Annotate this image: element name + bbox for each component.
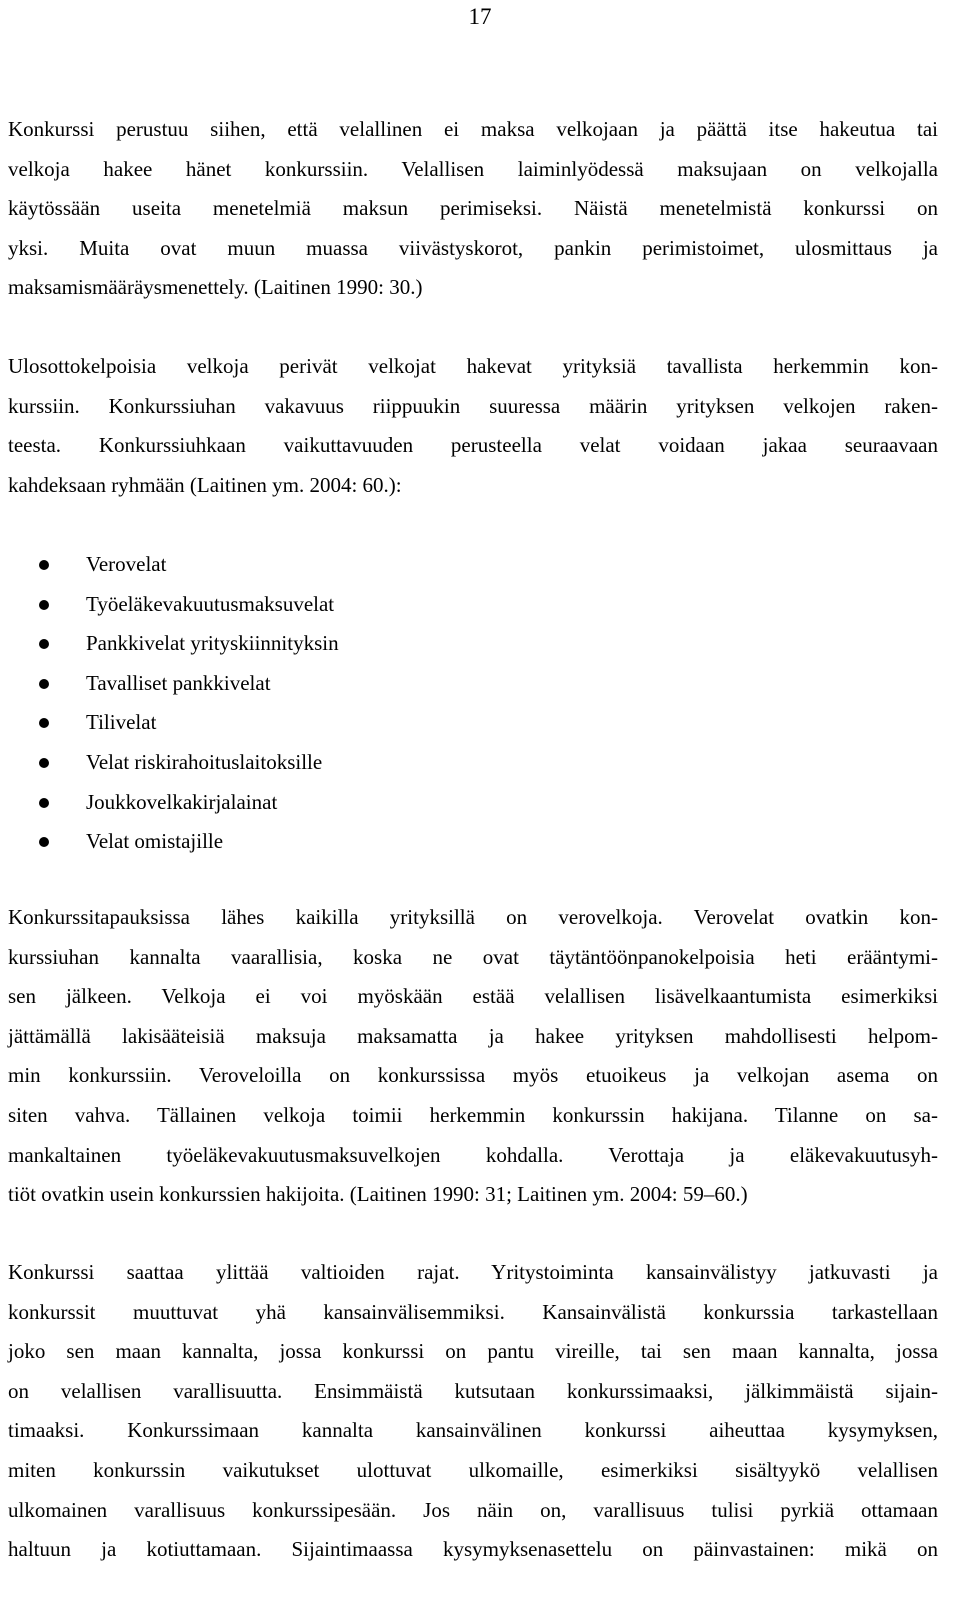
text-line: min konkurssiin. Veroveloilla on konkurssissa myös etuoikeus ja velkojan asema on — [8, 1063, 938, 1088]
text-line: haltuun ja kotiuttamaan. Sijaintimaassa kysymyksenasettelu on päinvastainen: mikä on — [8, 1537, 938, 1562]
text-line: kurssiuhan kannalta vaarallisia, koska ne ovat täytäntöönpanokelpoisia heti erääntymi- — [8, 944, 938, 969]
text-line: on velallisen varallisuutta. Ensimmäistä kutsutaan konkurssimaaksi, jälkimmäistä sijain- — [8, 1378, 938, 1403]
bullet-icon — [39, 679, 49, 689]
text-line: timaaksi. Konkurssimaan kannalta kansainvälinen konkurssi aiheuttaa kysymyksen, — [8, 1418, 938, 1443]
text-line: Ulosottokelpoisia velkoja perivät velkojat hakevat yrityksiä tavallista herkemmin kon- — [8, 354, 938, 378]
list-item — [8, 783, 938, 823]
text-line: Konkurssi saattaa ylittää valtioiden rajat. Yritystoiminta kansainvälistyy jatkuvasti ja — [8, 1260, 938, 1284]
list-item-label: Verovelat — [86, 552, 167, 576]
text-line: teesta. Konkurssiuhkaan vaikuttavuuden perusteella velat voidaan jakaa seuraavaan — [8, 433, 938, 458]
list-item — [8, 822, 938, 862]
list-item — [8, 624, 938, 664]
paragraph-debt-groups-intro — [8, 347, 938, 505]
list-item — [8, 585, 938, 625]
list-item — [8, 545, 938, 585]
paragraph-international-bankruptcy — [8, 1253, 938, 1570]
list-item-label: Tavalliset pankkivelat — [86, 670, 271, 695]
text-line: Konkurssitapauksissa lähes kaikilla yrityksillä on verovelkoja. Verovelat ovatkin kon- — [8, 905, 938, 929]
text-line: ulkomainen varallisuus konkurssipesään. Jos näin on, varallisuus tulisi pyrkiä ottamaan — [8, 1497, 938, 1522]
text-line: mankaltainen työeläkevakuutusmaksuvelkojen kohdalla. Verottaja ja eläkevakuutusyh- — [8, 1142, 938, 1167]
text-line: käytössään useita menetelmiä maksun perimiseksi. Näistä menetelmistä konkurssi on — [8, 196, 938, 221]
text-line: jättämällä lakisääteisiä maksuja maksamatta ja hakee yrityksen mahdollisesti helpom- — [8, 1023, 938, 1048]
text-line: velkoja hakee hänet konkurssiin. Velallisen laiminlyödessä maksujaan on velkojalla — [8, 156, 938, 181]
list-item — [8, 703, 938, 743]
text-line: yksi. Muita ovat muun muassa viivästyskorot, pankin perimistoimet, ulosmittaus ja — [8, 235, 938, 260]
bullet-icon — [39, 639, 49, 649]
list-item-label: Työeläkevakuutusmaksuvelat — [86, 591, 335, 616]
text-line: miten konkurssin vaikutukset ulottuvat ulkomaille, esimerkiksi sisältyykö velallisen — [8, 1457, 938, 1482]
text-line: sen jälkeen. Velkoja ei voi myöskään estää velallisen lisävelkaantumista esimerkiksi — [8, 984, 938, 1009]
bullet-icon — [39, 600, 49, 610]
text-line: kurssiin. Konkurssiuhan vakavuus riippuukin suuressa määrin yrityksen velkojen raken- — [8, 393, 938, 418]
text-line: maksamismääräysmenettely. (Laitinen 1990: 30.) — [8, 275, 423, 300]
bullet-icon — [39, 758, 49, 768]
list-item — [8, 743, 938, 783]
list-item-label: Tilivelat — [86, 710, 157, 735]
bullet-icon — [39, 798, 49, 808]
bullet-icon — [39, 560, 49, 570]
text-line: kahdeksaan ryhmään (Laitinen ym. 2004: 60.): — [8, 472, 402, 497]
bullet-icon — [39, 837, 49, 847]
paragraph-intro — [8, 110, 938, 308]
list-item-label: Velat omistajille — [86, 829, 224, 854]
list-item-label: Joukkovelkakirjalainat — [86, 789, 278, 814]
text-line: joko sen maan kannalta, jossa konkurssi on pantu vireille, tai sen maan kannalta, jossa — [8, 1339, 938, 1364]
list-item-label: Pankkivelat yrityskiinnityksin — [86, 631, 339, 656]
paragraph-tax-debts — [8, 898, 938, 1215]
page-number: 17 — [468, 4, 492, 29]
text-line: siten vahva. Tällainen velkoja toimii herkemmin konkurssin hakijana. Tilanne on sa- — [8, 1102, 938, 1127]
debt-groups-list — [8, 545, 938, 862]
text-line: konkurssit muuttuvat yhä kansainvälisemmiksi. Kansainvälistä konkurssia tarkastellaan — [8, 1299, 938, 1324]
list-item — [8, 664, 938, 704]
list-item-label: Velat riskirahoituslaitoksille — [86, 749, 323, 774]
bullet-icon — [39, 718, 49, 728]
text-line: Konkurssi perustuu siihen, että velallinen ei maksa velkojaan ja päättä itse hakeutua tai — [8, 117, 938, 141]
text-line: tiöt ovatkin usein konkurssien hakijoita. (Laitinen 1990: 31; Laitinen ym. 2004: 59–60.) — [8, 1182, 748, 1207]
